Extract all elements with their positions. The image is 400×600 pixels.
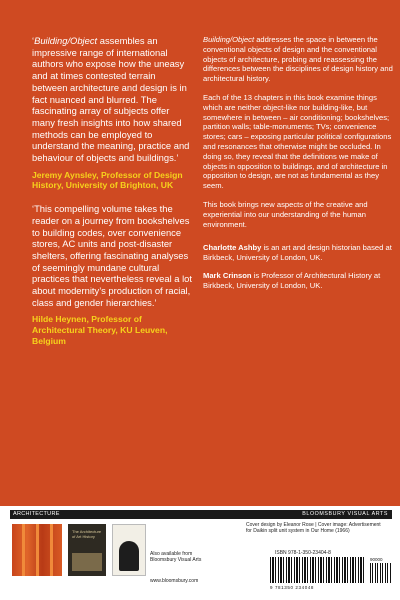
quote-1	[32, 35, 192, 164]
related-book-2-title: The Architecture of Art History	[72, 529, 102, 539]
quote-1-text: assembles an impressive range of international authors who expose how the uneasy and at times contested terrain between architecture and design is in fact nuanced and blurred. The fascinating array of subjects offer many fresh insights into how shared methods can be employed to understand the meaning, practice and behaviour of objects and buildings.’	[32, 35, 190, 164]
related-book-3-image	[119, 541, 139, 571]
related-book-cover-3	[112, 524, 146, 576]
related-book-2-image	[72, 553, 102, 571]
endorsements-column	[32, 35, 192, 359]
author-bio-2-text: is Professor of Architectural History at Birkbeck, University of London, UK.	[203, 270, 381, 290]
price-code: 90000	[370, 557, 383, 562]
author-bio-2	[203, 271, 393, 291]
price-barcode	[370, 563, 392, 583]
quote-1-book-title: Building/Object	[34, 35, 98, 46]
related-book-cover-2	[68, 524, 106, 576]
cover-1-stripe	[22, 524, 25, 576]
isbn-number: ISBN 978-1-350-23404-8	[275, 550, 331, 556]
author-bio-1-text: is an art and design historian based at Birkbeck, University of London, UK.	[203, 243, 392, 263]
author-name-2: Mark Crinson	[203, 270, 252, 280]
publisher-imprint: BLOOMSBURY VISUAL ARTS	[302, 511, 388, 517]
quote-1-open: ‘	[32, 35, 35, 46]
author-name-1: Charlotte Ashby	[203, 243, 262, 253]
barcode-digits: 9 781350 234048	[270, 585, 315, 590]
related-book-cover-1	[12, 524, 62, 576]
author-bio-1	[203, 243, 393, 263]
cover-1-stripe	[50, 524, 53, 576]
blurb-paragraph-3: This book brings new aspects of the creative and experiential into our understanding of the human environment.	[203, 199, 368, 229]
quote-2: ‘This compelling volume takes the reader on a journey from bookshelves to building codes, over convenience stores, AC units and post-disaster shelters, offering fascinating analyses of seemingly mundane cultural practices that nevertheless reveal a lot about modernity’s production of racial, class and gender hierarchies.’	[32, 203, 192, 308]
also-available-text: Also available from Bloomsbury Visual Arts	[150, 551, 202, 564]
cover-credits: Cover design by Eleanor Rose | Cover image: Advertisement for Daikin split unit system in Our Home (1966)	[246, 522, 381, 535]
cover-1-stripe	[36, 524, 39, 576]
isbn-barcode	[270, 557, 366, 583]
blurb-paragraph-1-text: addresses the space in between the conventional objects of design and the conventional objects of architecture, probing and reassessing the differences between the disciplines of design history and architectural history.	[203, 35, 393, 84]
subject-category: ARCHITECTURE	[13, 511, 60, 517]
publisher-website: www.bloomsbury.com	[150, 578, 199, 584]
blurb-column	[203, 35, 393, 299]
blurb-book-title: Building/Object	[203, 35, 255, 44]
blurb-paragraph-1	[203, 35, 393, 84]
attribution-1: Jeremy Aynsley, Professor of Design History, University of Brighton, UK	[32, 169, 183, 191]
attribution-2: Hilde Heynen, Professor of Architectural Theory, KU Leuven, Belgium	[32, 314, 168, 346]
back-cover-footer	[0, 506, 400, 600]
blurb-paragraph-2: Each of the 13 chapters in this book examine things which are neither object-like nor building-like, but somewhere in between – air conditioning; bookshelves; partition walls; table-monuments; TVs; convenience stores; cars – exposing particular political configurations and resonances that otherwise might be occluded. In doing so, they reveal that the definitions we make of objects in opposition to buildings, and of architecture in opposition to design, are not as fundamental as they seem.	[203, 92, 392, 191]
footer-bar	[10, 510, 392, 519]
